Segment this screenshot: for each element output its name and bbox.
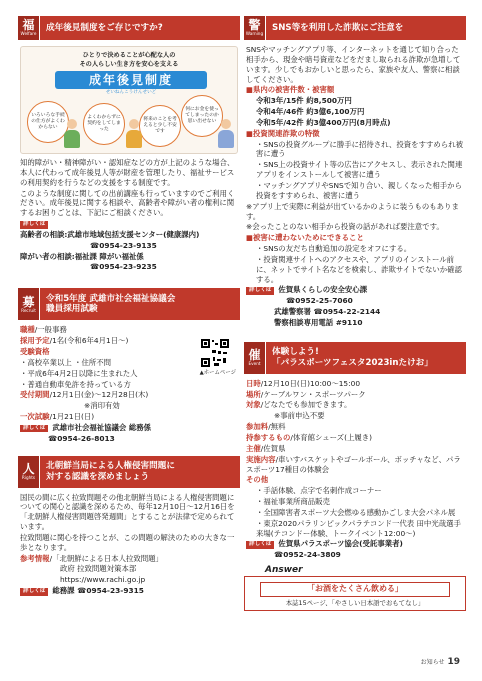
speech-bubble: よくわからずに契約をしてしまった bbox=[83, 103, 125, 145]
speech-bubble: 何にお金を使ってしまったのか思い出せない bbox=[181, 95, 223, 137]
guardianship-illustration: ひとりで決めることが心配な人の その人らしい生き方を安心を支える 成年後見制度 せいねんこうけんせいど いろいろな手続の仕方がよくわからない よくわからずに契約をしてしまった 将来のことを考えると少し不安です 何にお金を使ってしまったのか思い出せない bbox=[20, 46, 238, 154]
welfare-category: 福 Welfare bbox=[18, 16, 40, 40]
answer-box: Answer 「お酒をたくさん飲める」 本誌15ページ、「やさしい日本語でおもてなし」 bbox=[244, 576, 466, 611]
answer-heading: Answer bbox=[265, 565, 303, 576]
welfare-title: 成年後見制度をご存じですか? bbox=[46, 22, 163, 33]
left-column bbox=[18, 16, 240, 606]
speech-bubble: いろいろな手続の仕方がよくわからない bbox=[27, 101, 69, 143]
person-figure bbox=[217, 119, 235, 149]
rights-title: 北朝鮮当局による人権侵害問題に 対する認識を深めましょう bbox=[46, 460, 175, 482]
person-figure bbox=[63, 119, 81, 149]
welfare-header bbox=[18, 16, 240, 40]
guardianship-logo: 成年後見制度 bbox=[55, 71, 207, 89]
recruit-header: 募 Recruit 令和5年度 武雄市社会福祉協議会 職員採用試験 bbox=[18, 288, 240, 320]
rights-header: 人 Rights 北朝鮮当局による人権侵害問題に 対する認識を深めましょう bbox=[18, 456, 240, 488]
person-figure bbox=[125, 119, 143, 149]
page-number: 19 bbox=[447, 657, 460, 668]
warning-header: 警 Warning SNS等を利用した詐欺にご注意を bbox=[244, 16, 466, 40]
more-info-tag: 詳しくは bbox=[20, 221, 48, 228]
right-column bbox=[244, 16, 466, 611]
event-section: 催 Event 体験しよう! 「パラスポーツフェスタ2023inたけお」 日時/12月10日(日)10:00〜15:00 場所/ケーブルワン・スポーツパーク 対象/どなたでも参加できます。 ※事前申込不要 参加料/無料 持参するもの/体育館シューズ(上履き) 主催/佐賀県 実施内容/車いすバスケットやゴールボール、ボッチャなど、パラスポーツ17種目の体験会 その他 ・手話体験、点字で名刺作成コーナー ・福祉事業所商品販売 ・全国障害者スポーツ大会燃ゆる感動かごしま大会パネル展 ・東京2020パラリンピックパラテコンド一代表 田中光哉選手来場(テコンドー体験、トークイベント12:00〜) 詳しくは 佐賀県パラスポーツ協会(受託事業者) ☎0952-24-3809 bbox=[244, 342, 466, 560]
event-title: 体験しよう! 「パラスポーツフェスタ2023inたけお」 bbox=[272, 347, 433, 368]
qr-code-icon[interactable] bbox=[200, 338, 230, 368]
rights-section: 人 Rights 北朝鮮当局による人権侵害問題に 対する認識を深めましょう 国民の間に広く拉致問題その他北朝鮮当局による人権侵害問題についての関心と認識を深めるため、毎年12月10日〜12月16日を「北朝鮮人権侵害問題啓発週間」とすることが法律で定められています。 拉致問題に関心を持つことが、この問題の解決のための大きな一歩となります。 参考情報/「北朝鮮による日本人拉致問題」 政府 拉致問題対策本部 https://www.rachi.go.jp 詳しくは 総務課 ☎0954-23-9315 bbox=[18, 456, 240, 596]
recruit-title: 令和5年度 武雄市社会福祉協議会 職員採用試験 bbox=[46, 293, 176, 315]
speech-bubble: 将来のことを考えると少し不安です bbox=[139, 105, 181, 147]
event-header: 催 Event 体験しよう! 「パラスポーツフェスタ2023inたけお」 bbox=[244, 342, 466, 374]
welfare-section: 福 Welfare 成年後見制度をご存じですか? ひとりで決めることが心配な人の その人らしい生き方を安心を支える 成年後見制度 せいねんこうけんせいど いろいろな手続の仕方がよくわからない よくわからずに契約をしてしまった 将来のことを考えると少し不安です 何にお金を使ってしまったのか思い出せない 知的障がい・精神障がい・認知症などの方が上記のような場合、本人に代わって成年後見人等が財産を管理したり、福祉サービスの利用契約を行うなどの支援をする制度です。 このような制度に関しての出前講座も行っていますのでご利用ください。成年後見に関する相談や、高齢者や障がい者の権利に関するお困りごとは、下記にご相談ください。 詳しくは 高齢者の相談:武雄市地域包括支援センター(健康課内) ☎0954-23-9135 障がい者の相談:福祉課 障がい福祉係 ☎0954-23-9235 bbox=[18, 16, 240, 272]
warning-title: SNS等を利用した詐欺にご注意を bbox=[272, 22, 404, 33]
rachi-url-link[interactable]: https://www.rachi.go.jp bbox=[60, 575, 146, 585]
recruit-section: 募 Recruit 令和5年度 武雄市社会福祉協議会 職員採用試験 ▲ホームページ 職種/一般事務 採用予定/1名(令和6年4月1日〜) 受験資格 ・高校卒業以上 ・住所不問 ・平成6年4月2日以降に生まれた人 ・普通自動車免許を持っている方 受付期間/12月1日(金)〜12月28日(木) ※消印有効 一次試験/1月21日(日) 詳しくは 武雄市社会福祉協議会 総務係 ☎0954-26-8013 bbox=[18, 288, 240, 443]
warning-section: 警 Warning SNS等を利用した詐欺にご注意を SNSやマッチングアプリ等、インターネットを通じて知り合った相手から、現金や暗号資産などをだまし取られる詐欺が急増しています。少しでもおかしいと思ったら、家族や友人、警察に相談してください。 ■県内の被害件数・被害額 令和3年/15件 約8,500万円 令和4年/46件 約3億6,100万円 令和5年/42件 約3億400万円(8月時点) ■投資関連詐欺の特徴 ・SNSの投資グループに勝手に招待され、投資をすすめられ被害に遭う ・SNS上の投資サイト等の広告にアクセスし、表示された関連アプリをインストールして被害に遭う ・マッチングアプリやSNSで知り合い、親しくなった相手から投資をすすめられ、被害に遭う ※アプリ上で実際に利益が出ているかのように装うものもあります。 ※会ったことのない相手から投資の話があれば要注意です。 ■被害に遭わないためにできること ・SNSの友だち自動追加の設定をオフにする。 ・投資関連サイトへのアクセスや、アプリのインストール前に、ネットでサイト名などを検索し、詐欺サイトでないか確認する。 詳しくは 佐賀県くらしの安全安心課 ☎0952-25-7060 武雄警察署 ☎0954-22-2144 警察相談専用電話 #9110 bbox=[244, 16, 466, 328]
page-footer: お知らせ 19 bbox=[420, 657, 460, 668]
